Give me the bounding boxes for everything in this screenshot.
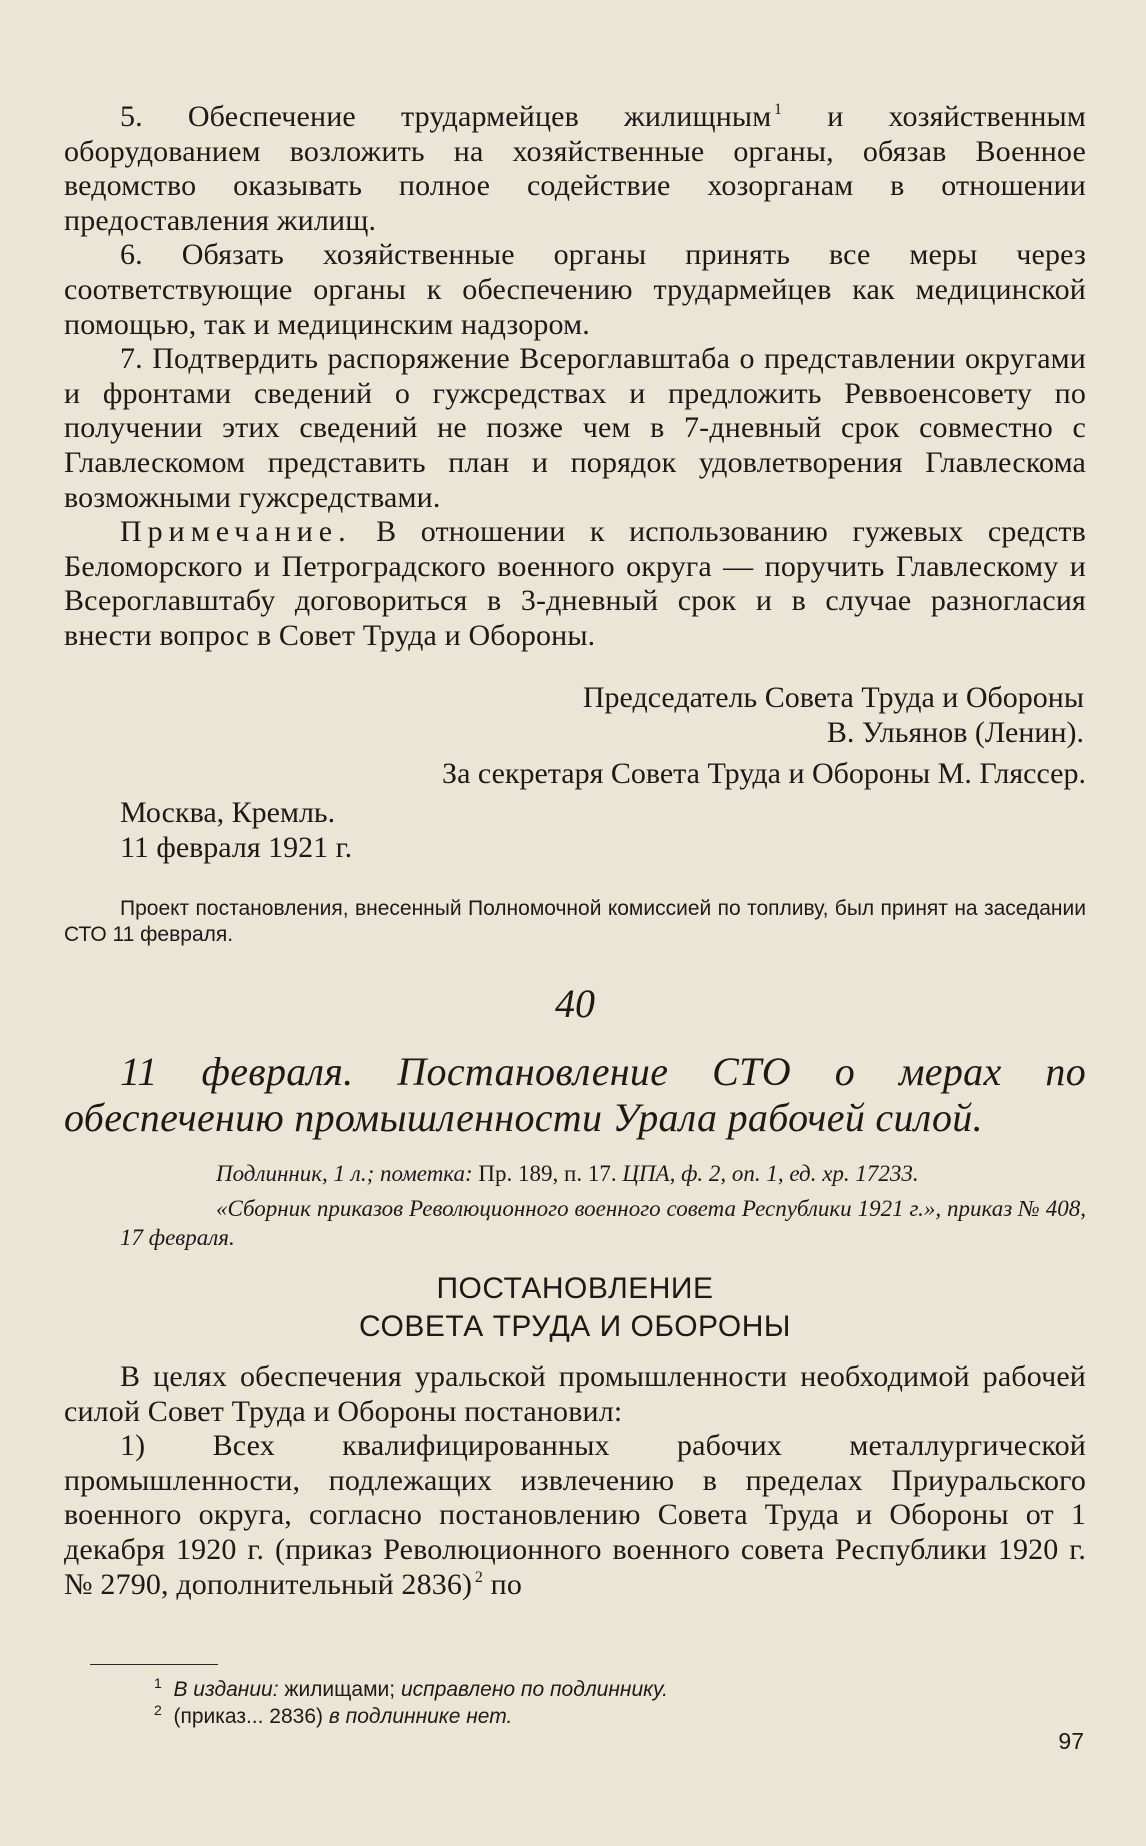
paragraph-6: 6. Обязать хозяйственные органы принять все меры через соответствующие органы к обеспечению трудармейцев как медицинской помощью, так и медицинским надзором. [64, 238, 1086, 341]
footnote-2-part-a: (приказ... 2836) [173, 1705, 329, 1728]
footnote-1-mark: 1 [154, 1675, 162, 1691]
document-40-header [64, 980, 1086, 1252]
decree-continuation [64, 100, 1086, 654]
place-line: Москва, Кремль. [120, 796, 336, 829]
page-number: 97 [1058, 1728, 1084, 1754]
signature-chairman-title: Председатель Совета Труда и Обороны [582, 681, 1084, 714]
footnote-2 [64, 1703, 1086, 1730]
note-label: Примечание. [120, 515, 352, 549]
footnote-2-part-b: в подлиннике нет. [328, 1705, 513, 1728]
signature-block [64, 680, 1086, 865]
document-number: 40 [555, 981, 595, 1026]
note-paragraph [64, 515, 1086, 653]
footnote-1-part-c: исправлено по подлиннику. [400, 1678, 668, 1701]
paragraph-5-text: 5. Обеспечение трудармейцев жилищным [120, 100, 772, 133]
source-line-2: «Сборник приказов Революционного военного совета Республики 1921 г.», приказ № 408, 17 февраля. [120, 1196, 1086, 1250]
date-line: 11 февраля 1921 г. [120, 831, 353, 864]
source-1-part-b: Пр. 189, п. 17. [478, 1161, 617, 1186]
project-note-block [64, 896, 1086, 948]
resolution-body [64, 1360, 1086, 1602]
heading-line-1: ПОСТАНОВЛЕНИЕ [436, 1272, 714, 1305]
paragraph-5-rest: и хозяйственным оборудованием возложить на хозяйственные органы, обязав Военное ведомство оказывать полное содействие хозорганам в отношении предоставления жилищ. [64, 100, 1086, 237]
document-title: 11 февраля. Постановление СТО о мерах по обеспечению промышленности Урала рабочей силой. [64, 1049, 1086, 1140]
note-text: В отношении к использованию гужевых средств Беломорского и Петроградского военного округа — поручить Главлескому и Всероглавштабу договориться в 3-дневный срок и в случае разногласия внести вопрос в Совет Труда и Обороны. [64, 515, 1086, 652]
footnote-ref-2[interactable]: 2 [474, 1568, 483, 1586]
footnote-2-mark: 2 [154, 1702, 162, 1718]
signature-secretary: За секретаря Совета Труда и Обороны М. Гляссер. [442, 757, 1086, 790]
project-note: Проект постановления, внесенный Полномочной комиссией по топливу, был принят на заседании СТО 11 февраля. [64, 897, 1086, 946]
item-1 [64, 1429, 1086, 1602]
footnote-ref-1[interactable]: 1 [774, 101, 783, 118]
paragraph-5 [64, 100, 1086, 238]
resolution-heading [64, 1270, 1086, 1346]
source-1-part-c: ЦПА, ф. 2, оп. 1, ед. хр. 17233. [616, 1161, 919, 1186]
heading-line-2: СОВЕТА ТРУДА И ОБОРОНЫ [359, 1310, 791, 1343]
footnote-1-part-a: В издании: [173, 1678, 279, 1701]
footnote-1-part-b: жилищами; [278, 1678, 401, 1701]
intro-paragraph: В целях обеспечения уральской промышленности необходимой рабочей силой Совет Труда и Обороны постановил: [64, 1360, 1086, 1428]
footnote-divider [90, 1664, 218, 1665]
item-1-text: 1) Всех квалифицированных рабочих металлургической промышленности, подлежащих извлечению в пределах Приуральского военного округа, согласно постановлению Совета Труда и Обороны от 1 декабря 1920 г. (приказ Революционного военного совета Республики 1920 г. № 2790, дополнительный 2836) [64, 1429, 1086, 1601]
item-1-tail: по [482, 1567, 522, 1601]
footnote-1 [64, 1676, 1086, 1703]
signature-chairman-name: В. Ульянов (Ленин). [826, 716, 1084, 749]
source-line-1 [64, 1159, 1086, 1188]
paragraph-7: 7. Подтвердить распоряжение Всероглавштаба о представлении округами и фронтами сведений о гужсредствах и предложить Реввоенсовету по получении этих сведений не позже чем в 7-дневный срок совместно с Главлескомом представить план и порядок удовлетворения Главлескома возможными гужсредствами. [64, 342, 1086, 514]
footnotes [64, 1676, 1086, 1730]
source-1-part-a: Подлинник, 1 л.; пометка: [216, 1161, 479, 1186]
